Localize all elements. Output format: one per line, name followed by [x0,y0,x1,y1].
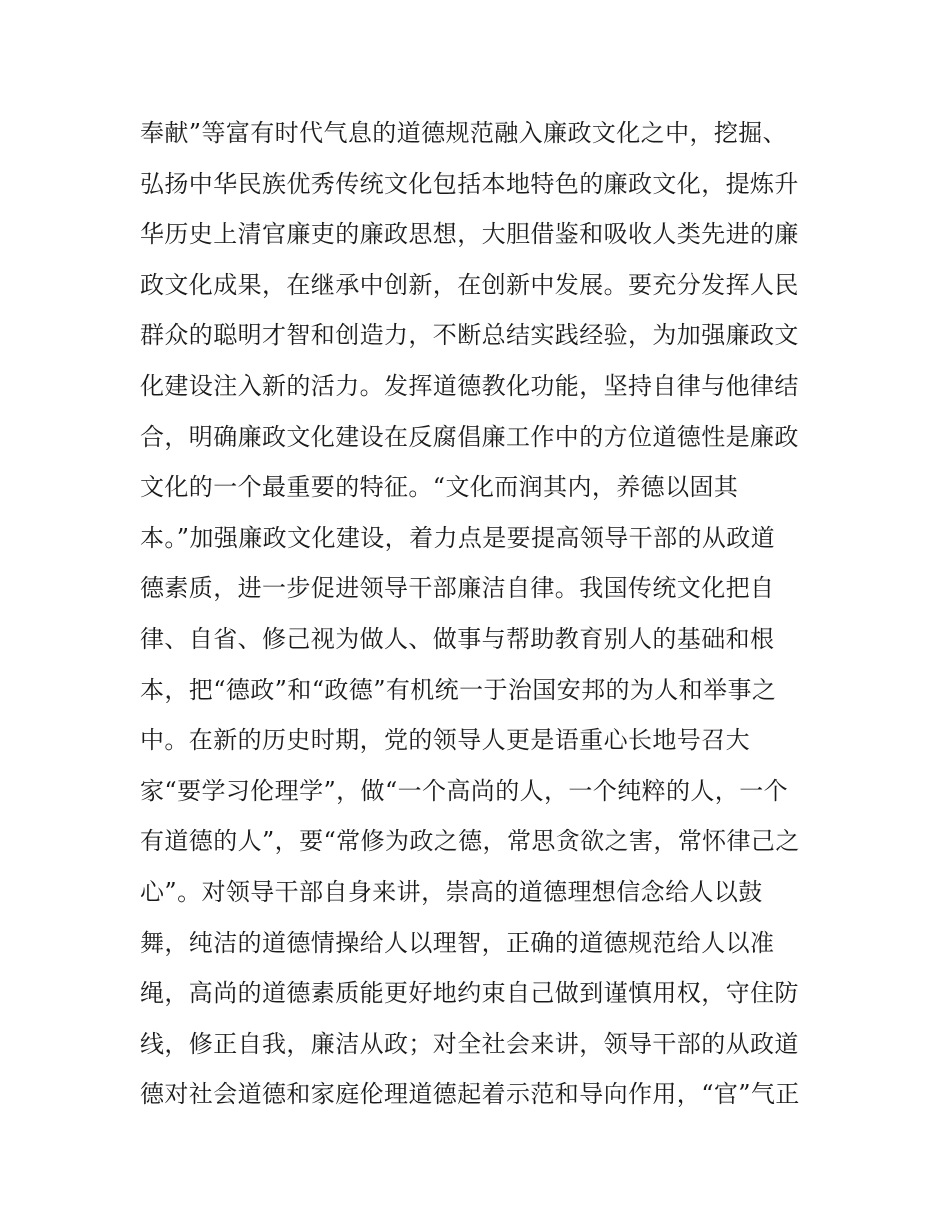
text-line: 德素质，进一步促进领导干部廉洁自律。我国传统文化把自 [140,574,775,603]
text-line: 线，修正自我，廉洁从政；对全社会来讲，领导干部的从政道 [140,1029,799,1058]
text-line: 家“要学习伦理学”，做“一个高尚的人，一个纯粹的人，一个 [140,776,789,805]
text-line: 合，明确廉政文化建设在反腐倡廉工作中的方位道德性是廉政 [140,422,799,451]
text-line: 群众的聪明才智和创造力，不断总结实践经验，为加强廉政文 [140,321,799,350]
text-line: 文化的一个最重要的特征。“文化而润其内，养德以固其 [140,473,739,502]
text-line: 本，把“德政”和“政德”有机统一于治国安邦的为人和举事之 [140,675,777,704]
text-line: 弘扬中华民族优秀传统文化包括本地特色的廉政文化，提炼升 [140,169,799,198]
text-line: 政文化成果，在继承中创新，在创新中发展。要充分发挥人民 [140,270,799,299]
text-line: 有道德的人”，要“常修为政之德，常思贪欲之害，常怀律己之 [140,827,800,856]
text-line: 奉献”等富有时代气息的道德规范融入廉政文化之中，挖掘、 [140,119,788,147]
text-line: 本。”加强廉政文化建设，着力点是要提高领导干部的从政道 [140,523,776,552]
text-line: 德对社会道德和家庭伦理道德起着示范和导向作用，“官”气正 [140,1080,800,1109]
body-text [140,108,820,1120]
text-line: 化建设注入新的活力。发挥道德教化功能，坚持自律与他律结 [140,371,799,400]
text-line: 中。在新的历史时期，党的领导人更是语重心长地号召大 [140,726,750,755]
text-line: 舞，纯洁的道德情操给人以理智，正确的道德规范给人以准 [140,928,775,957]
text-line: 律、自省、修己视为做人、做事与帮助教育别人的基础和根 [140,624,775,653]
text-line: 心”。对领导干部自身来讲，崇高的道德理想信念给人以鼓 [140,877,763,906]
text-line: 华历史上清官廉吏的廉政思想，大胆借鉴和吸收人类先进的廉 [140,220,799,249]
text-line: 绳，高尚的道德素质能更好地约束自己做到谨慎用权，守住防 [140,979,799,1008]
